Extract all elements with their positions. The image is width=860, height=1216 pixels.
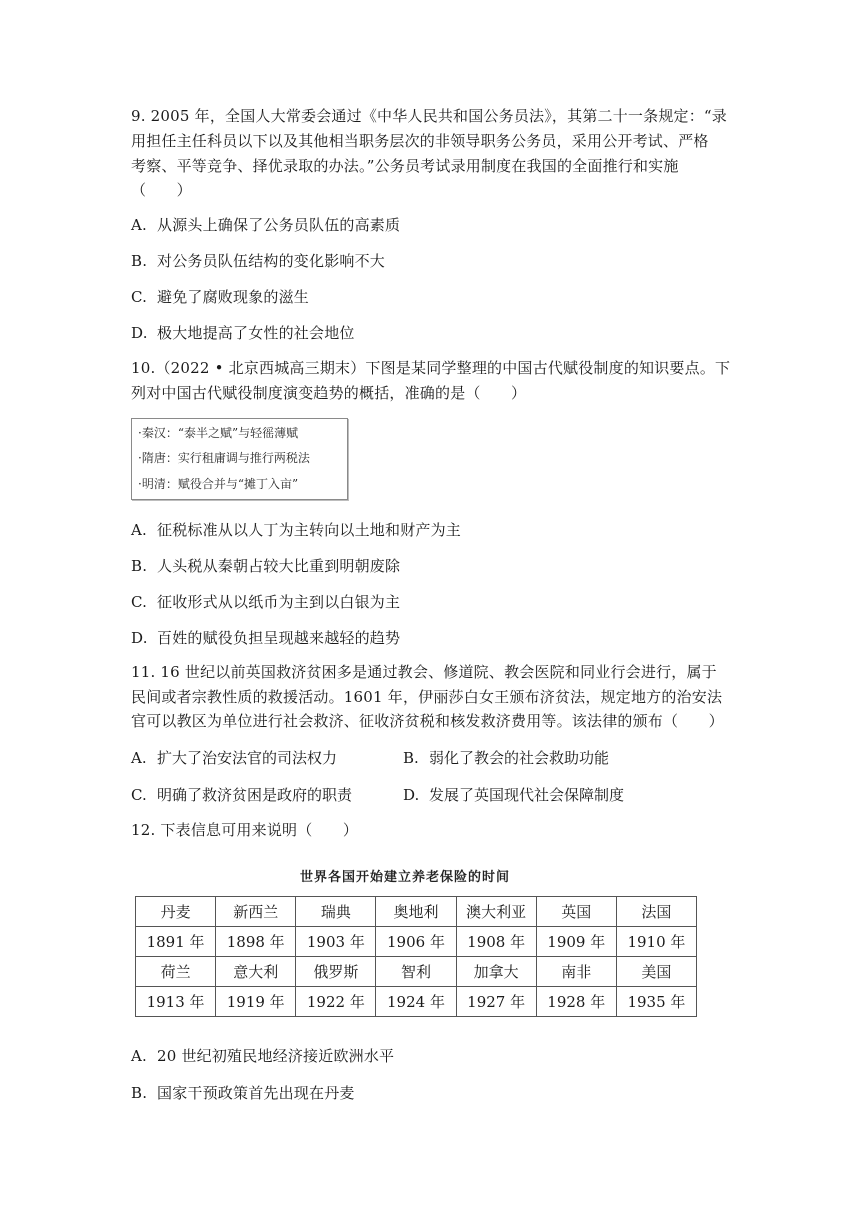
table-cell: 1891 年 [136, 927, 216, 957]
q10-stem-line: 10.（2022 • 北京西城高三期末）下图是某同学整理的中国古代赋役制度的知识要点。下 [131, 359, 731, 377]
q9-option-c [131, 287, 309, 307]
table-cell: 1927 年 [456, 987, 536, 1017]
table-cell: 南非 [536, 957, 616, 987]
option-text: 征收形式从以纸币为主到以白银为主 [157, 593, 401, 611]
q9-stem-line: 9. 2005 年，全国人大常委会通过《中华人民共和国公务员法》，其第二十一条规定：“录 [131, 107, 727, 125]
table-cell: 1922 年 [296, 987, 376, 1017]
q9-stem-line: 考察、平等竞争、择优录取的办法。”公务员考试录用制度在我国的全面推行和实施 [131, 157, 679, 175]
table-cell: 1913 年 [136, 987, 216, 1017]
q10-option-b [131, 556, 400, 576]
table-cell: 智利 [376, 957, 456, 987]
option-text: 20 世纪初殖民地经济接近欧洲水平 [157, 1047, 395, 1065]
option-text: 发展了英国现代社会保障制度 [429, 786, 625, 804]
table-cell: 加拿大 [456, 957, 536, 987]
q11-option-d [403, 785, 624, 805]
table-cell: 澳大利亚 [456, 897, 536, 927]
table-cell: 1928 年 [536, 987, 616, 1017]
table-cell: 新西兰 [216, 897, 296, 927]
table-cell: 1910 年 [616, 927, 696, 957]
q9-option-b [131, 251, 385, 271]
option-text: 明确了救济贫困是政府的职责 [157, 786, 353, 804]
option-text: 避免了腐败现象的滋生 [157, 288, 310, 306]
option-text: 极大地提高了女性的社会地位 [157, 324, 355, 342]
option-label: A. [131, 216, 148, 234]
table-cell: 1935 年 [616, 987, 696, 1017]
table-cell: 1909 年 [536, 927, 616, 957]
q12-stem: 12. 下表信息可用来说明（ ） [131, 821, 359, 839]
table-cell: 丹麦 [136, 897, 216, 927]
q10-option-a [131, 520, 461, 540]
table-cell: 1898 年 [216, 927, 296, 957]
option-label: B. [403, 749, 419, 767]
table-cell: 俄罗斯 [296, 957, 376, 987]
option-label: D. [131, 324, 148, 342]
option-label: B. [131, 1084, 148, 1102]
option-label: A. [131, 521, 148, 539]
option-text: 百姓的赋役负担呈现越来越轻的趋势 [157, 629, 401, 647]
table-cell: 意大利 [216, 957, 296, 987]
q9-stem-line: 用担任主任科员以下以及其他相当职务层次的非领导职务公务员，采用公开考试、严格 [131, 132, 709, 150]
table-cell: 1924 年 [376, 987, 456, 1017]
option-label: D. [131, 629, 148, 647]
q11-option-a [131, 748, 337, 768]
table-cell: 1919 年 [216, 987, 296, 1017]
table-row [136, 957, 697, 987]
table-row [136, 987, 697, 1017]
option-text: 国家干预政策首先出现在丹麦 [157, 1084, 355, 1102]
q9-answer-blank: （ ） [131, 181, 192, 199]
table-cell: 瑞典 [296, 897, 376, 927]
table-cell: 法国 [616, 897, 696, 927]
q10-option-c [131, 592, 400, 612]
option-label: C. [131, 288, 148, 306]
pension-table [135, 896, 697, 1017]
q11-option-b [403, 748, 609, 768]
option-text: 从源头上确保了公务员队伍的高素质 [157, 216, 401, 234]
option-text: 对公务员队伍结构的变化影响不大 [157, 252, 386, 270]
option-label: D. [403, 786, 420, 804]
q9-option-d [131, 323, 355, 343]
q10-knowledge-box [131, 418, 348, 500]
knowledge-point: ·秦汉：“泰半之赋”与轻徭薄赋 [138, 426, 299, 440]
option-text: 征税标准从以人丁为主转向以土地和财产为主 [157, 521, 462, 539]
table-cell: 1903 年 [296, 927, 376, 957]
table-cell: 1906 年 [376, 927, 456, 957]
table-cell: 1908 年 [456, 927, 536, 957]
option-label: B. [131, 557, 148, 575]
option-label: C. [131, 786, 147, 804]
knowledge-point: ·明清：赋役合并与“摊丁入亩” [138, 477, 299, 491]
option-label: C. [131, 593, 148, 611]
option-label: A. [131, 1047, 148, 1065]
table-title: 世界各国开始建立养老保险的时间 [300, 870, 511, 885]
q9-option-a [131, 215, 400, 235]
q11-stem-line: 官可以教区为单位进行社会救济、征收济贫税和核发救济费用等。该法律的颁布（ ） [131, 712, 724, 730]
table-row [136, 897, 697, 927]
option-label: A. [131, 749, 147, 767]
q10-option-d [131, 628, 400, 648]
q11-option-c [131, 785, 352, 805]
table-cell: 奥地利 [376, 897, 456, 927]
table-cell: 美国 [616, 957, 696, 987]
q11-stem-line: 民间或者宗教性质的救援活动。1601 年，伊丽莎白女王颁布济贫法，规定地方的治安法 [131, 688, 723, 706]
option-text: 人头税从秦朝占较大比重到明朝废除 [157, 557, 401, 575]
option-text: 弱化了教会的社会救助功能 [429, 749, 610, 767]
q12-option-a [131, 1046, 394, 1066]
table-row [136, 927, 697, 957]
table-cell: 英国 [536, 897, 616, 927]
knowledge-point: ·隋唐：实行租庸调与推行两税法 [138, 451, 310, 465]
option-text: 扩大了治安法官的司法权力 [157, 749, 338, 767]
q10-stem-line: 列对中国古代赋役制度演变趋势的概括，准确的是（ ） [131, 384, 527, 402]
q12-option-b [131, 1083, 355, 1103]
table-cell: 荷兰 [136, 957, 216, 987]
option-label: B. [131, 252, 148, 270]
q11-stem-line: 11. 16 世纪以前英国救济贫困多是通过教会、修道院、教会医院和同业行会进行，属于 [131, 663, 717, 681]
